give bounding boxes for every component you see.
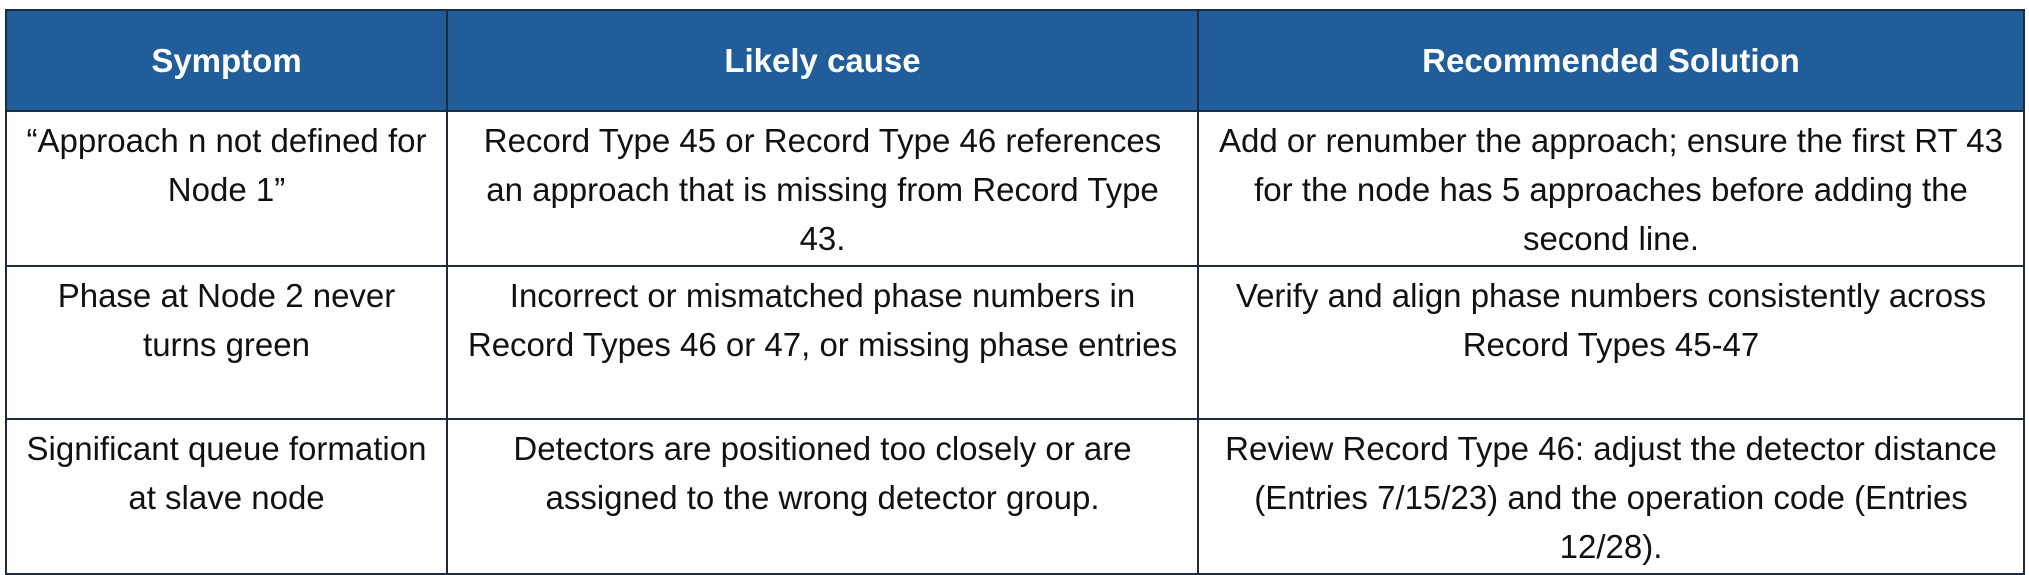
- table-row: [6, 419, 2024, 574]
- cause-cell: Incorrect or mismatched phase numbers in Record Types 46 or 47, or missing phase entries: [447, 266, 1198, 419]
- troubleshooting-table-container: [5, 9, 2023, 575]
- solution-cell: Add or renumber the approach; ensure the first RT 43 for the node has 5 approaches before adding the second line.: [1198, 111, 2024, 266]
- solution-cell: Review Record Type 46: adjust the detector distance (Entries 7/15/23) and the operation code (Entries 12/28).: [1198, 419, 2024, 574]
- cause-cell: Record Type 45 or Record Type 46 references an approach that is missing from Record Type 43.: [447, 111, 1198, 266]
- header-likely-cause: Likely cause: [447, 10, 1198, 111]
- header-row: [6, 10, 2024, 111]
- table-body: [6, 111, 2024, 574]
- header-symptom: Symptom: [6, 10, 447, 111]
- troubleshooting-table: [5, 9, 2025, 575]
- table-header: [6, 10, 2024, 111]
- symptom-cell: Significant queue formation at slave node: [6, 419, 447, 574]
- symptom-cell: Phase at Node 2 never turns green: [6, 266, 447, 419]
- solution-cell: Verify and align phase numbers consistently across Record Types 45-47: [1198, 266, 2024, 419]
- cause-cell: Detectors are positioned too closely or are assigned to the wrong detector group.: [447, 419, 1198, 574]
- symptom-cell: “Approach n not defined for Node 1”: [6, 111, 447, 266]
- table-row: [6, 111, 2024, 266]
- header-recommended-solution: Recommended Solution: [1198, 10, 2024, 111]
- table-row: [6, 266, 2024, 419]
